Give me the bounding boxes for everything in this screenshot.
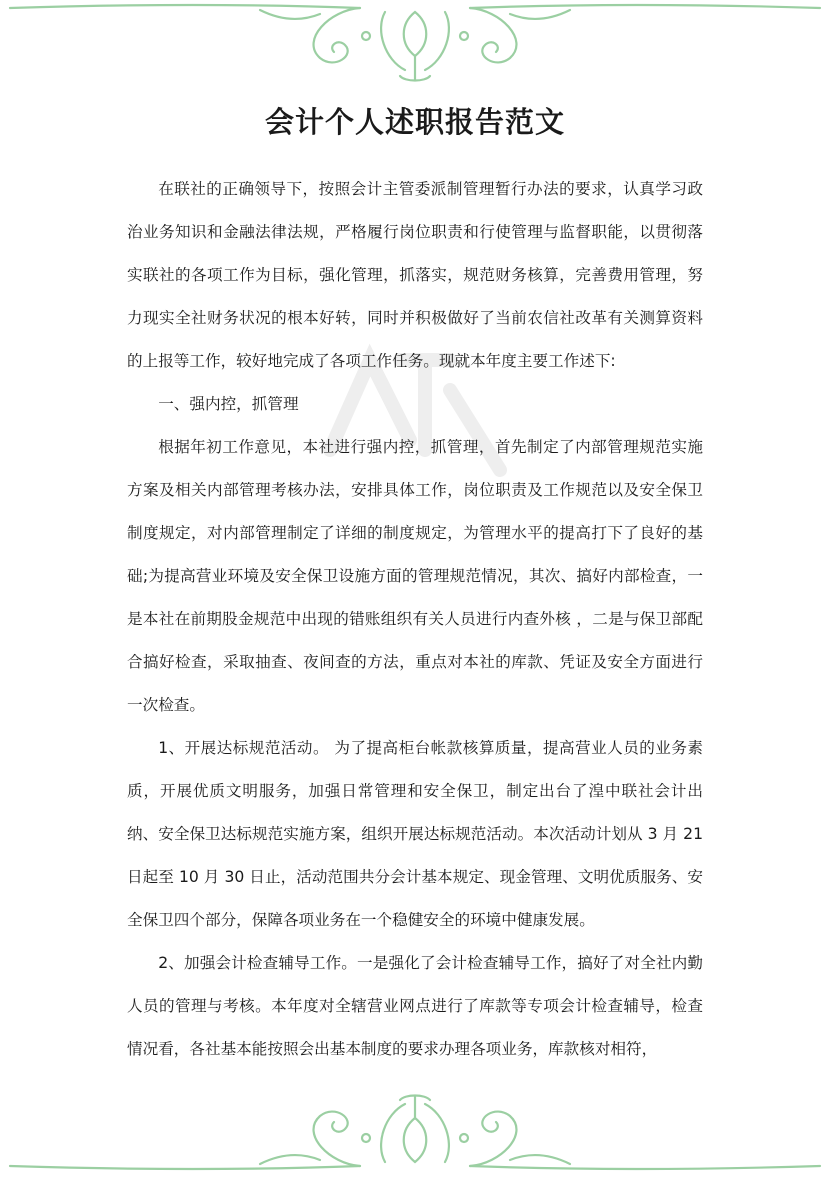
paragraph-standards-activity: 1、开展达标规范活动。 为了提高柜台帐款核算质量，提高营业人员的业务素质，开展优质文明服务，加强日常管理和安全保卫，制定出台了湟中联社会计出纳、安全保卫达标规范实施方案，组织开展达标规范活动。本次活动计划从 3 月 21 日起至 10 月 30 日止，活动范围共分会计基本规定、现金管理、文明优质服务、安全保卫四个部分，保障各项业务在一个稳健安全的环境中健康发展。 bbox=[127, 739, 703, 929]
paragraph-intro: 在联社的正确领导下，按照会计主管委派制管理暂行办法的要求，认真学习政治业务知识和金融法律法规，严格履行岗位职责和行使管理与监督职能，以贯彻落实联社的各项工作为目标，强化管理，抓落实，规范财务核算，完善费用管理，努力现实全社财务状况的根本好转，同时并积极做好了当前农信社改革有关测算资料的上报等工作，较好地完成了各项工作任务。现就本年度主要工作述下: bbox=[127, 180, 703, 370]
top-ornament-icon bbox=[0, 0, 830, 90]
bottom-ornament-icon bbox=[0, 1090, 830, 1180]
paragraph-internal-control: 根据年初工作意见，本社进行强内控，抓管理，首先制定了内部管理规范实施方案及相关内部管理考核办法，安排具体工作，岗位职责及工作规范以及安全保卫制度规定，对内部管理制定了详细的制度规定，为管理水平的提高打下了良好的基础;为提高营业环境及安全保卫设施方面的管理规范情况，其次、搞好内部检查，一是本社在前期股金规范中出现的错账组织有关人员进行内查外核 ，二是与保卫部配合搞好检查，采取抽查、夜间查的方法，重点对本社的库款、凭证及安全方面进行一次检查。 bbox=[127, 438, 703, 714]
paragraph-accounting-inspection: 2、加强会计检查辅导工作。一是强化了会计检查辅导工作，搞好了对全社内勤人员的管理与考核。本年度对全辖营业网点进行了库款等专项会计检查辅导，检查情况看，各社基本能按照会出基本制度的要求办理各项业务，库款核对相符， bbox=[127, 954, 703, 1058]
document-body bbox=[127, 168, 703, 1071]
section-heading: 一、强内控，抓管理 bbox=[158, 395, 299, 413]
page-title: 会计个人述职报告范文 bbox=[264, 105, 565, 139]
